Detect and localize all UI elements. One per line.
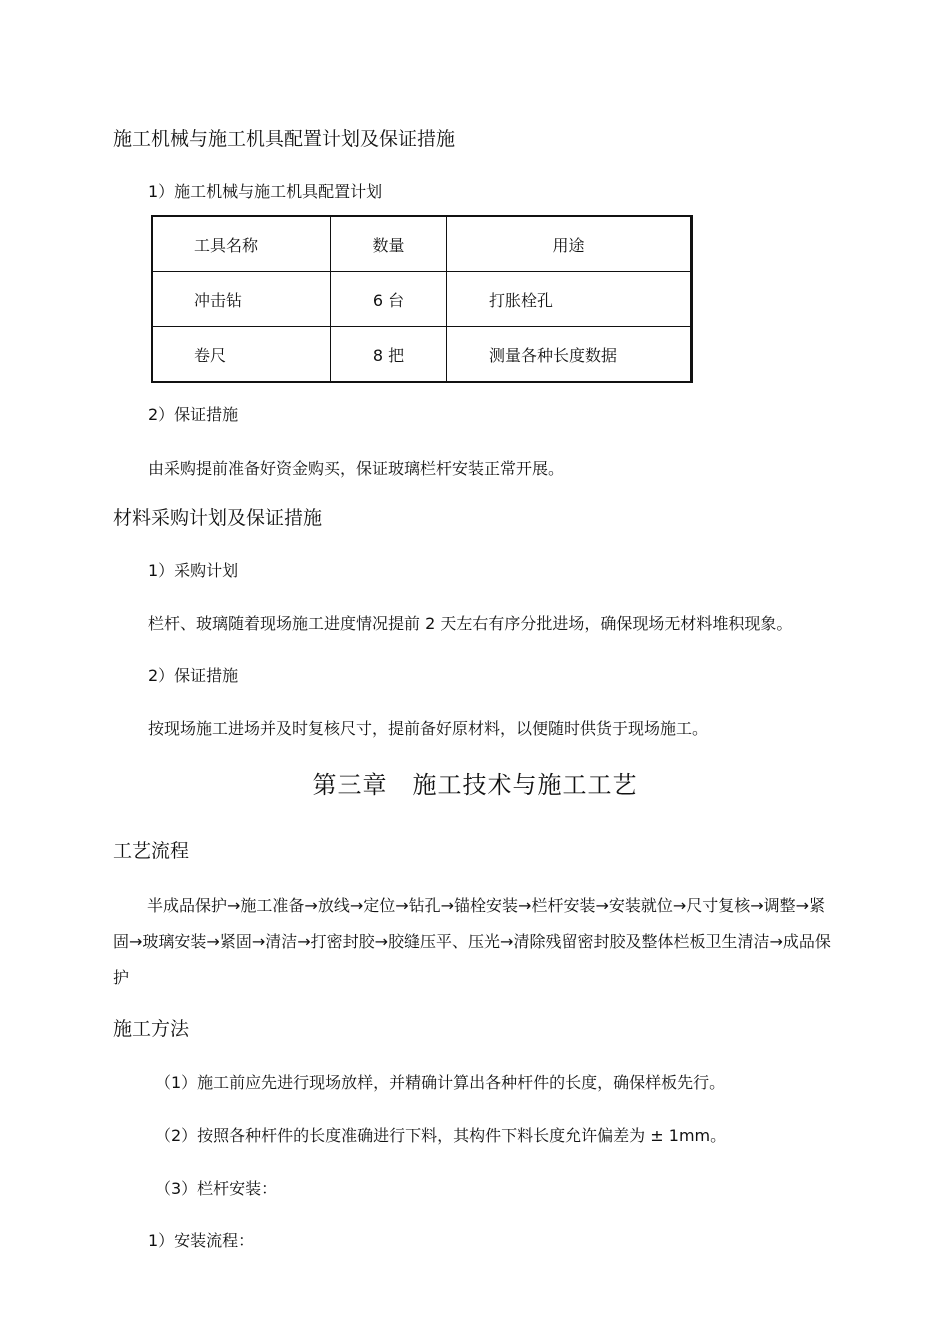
chapter-title: 第三章 施工技术与施工工艺 bbox=[312, 771, 638, 799]
method-item-2: （2）按照各种杆件的长度准确进行下料，其构件下料长度允许偏差为 ± 1mm。 bbox=[155, 1126, 727, 1145]
subheading-material-guarantee: 2）保证措施 bbox=[148, 666, 239, 685]
subheading-material-plan: 1）采购计划 bbox=[148, 561, 239, 580]
section-heading-method: 施工方法 bbox=[113, 1018, 190, 1040]
table-header-cell: 工具名称 bbox=[152, 216, 331, 272]
paragraph-process-flow: 半成品保护→施工准备→放线→定位→钻孔→锚栓安装→栏杆安装→安装就位→尺寸复核→调整→紧固→玻璃安装→紧固→清洁→打密封胶→胶缝压平、压光→清除残留密封胶及整体栏板卫生清洁→成品保护 bbox=[113, 896, 831, 987]
tool-table bbox=[151, 215, 693, 383]
method-item-1: （1）施工前应先进行现场放样，并精确计算出各种杆件的长度，确保样板先行。 bbox=[155, 1073, 726, 1092]
subheading-machinery-plan: 1）施工机械与施工机具配置计划 bbox=[148, 182, 383, 201]
paragraph-material-guarantee: 按现场施工进场并及时复核尺寸，提前备好原材料，以便随时供货于现场施工。 bbox=[148, 719, 709, 738]
table-cell: 8 把 bbox=[331, 327, 447, 383]
subheading-install-flow: 1）安装流程： bbox=[148, 1231, 255, 1250]
table-header-cell: 用途 bbox=[447, 216, 692, 272]
table-cell: 6 台 bbox=[331, 272, 447, 327]
section-heading-machinery: 施工机械与施工机具配置计划及保证措施 bbox=[113, 128, 456, 150]
table-cell: 冲击钻 bbox=[152, 272, 331, 327]
table-header-cell: 数量 bbox=[331, 216, 447, 272]
table-row bbox=[152, 327, 692, 383]
paragraph-machinery-guarantee: 由采购提前准备好资金购买，保证玻璃栏杆安装正常开展。 bbox=[148, 459, 565, 478]
section-heading-process: 工艺流程 bbox=[113, 840, 190, 862]
table-cell: 打胀栓孔 bbox=[447, 272, 692, 327]
method-item-3: （3）栏杆安装： bbox=[155, 1179, 278, 1198]
paragraph-material-plan: 栏杆、玻璃随着现场施工进度情况提前 2 天左右有序分批进场，确保现场无材料堆积现象。 bbox=[148, 614, 793, 633]
table-cell: 卷尺 bbox=[152, 327, 331, 383]
table-header-row bbox=[152, 216, 692, 272]
table-row bbox=[152, 272, 692, 327]
table-cell: 测量各种长度数据 bbox=[447, 327, 692, 383]
subheading-machinery-guarantee: 2）保证措施 bbox=[148, 405, 239, 424]
section-heading-material: 材料采购计划及保证措施 bbox=[113, 507, 323, 529]
